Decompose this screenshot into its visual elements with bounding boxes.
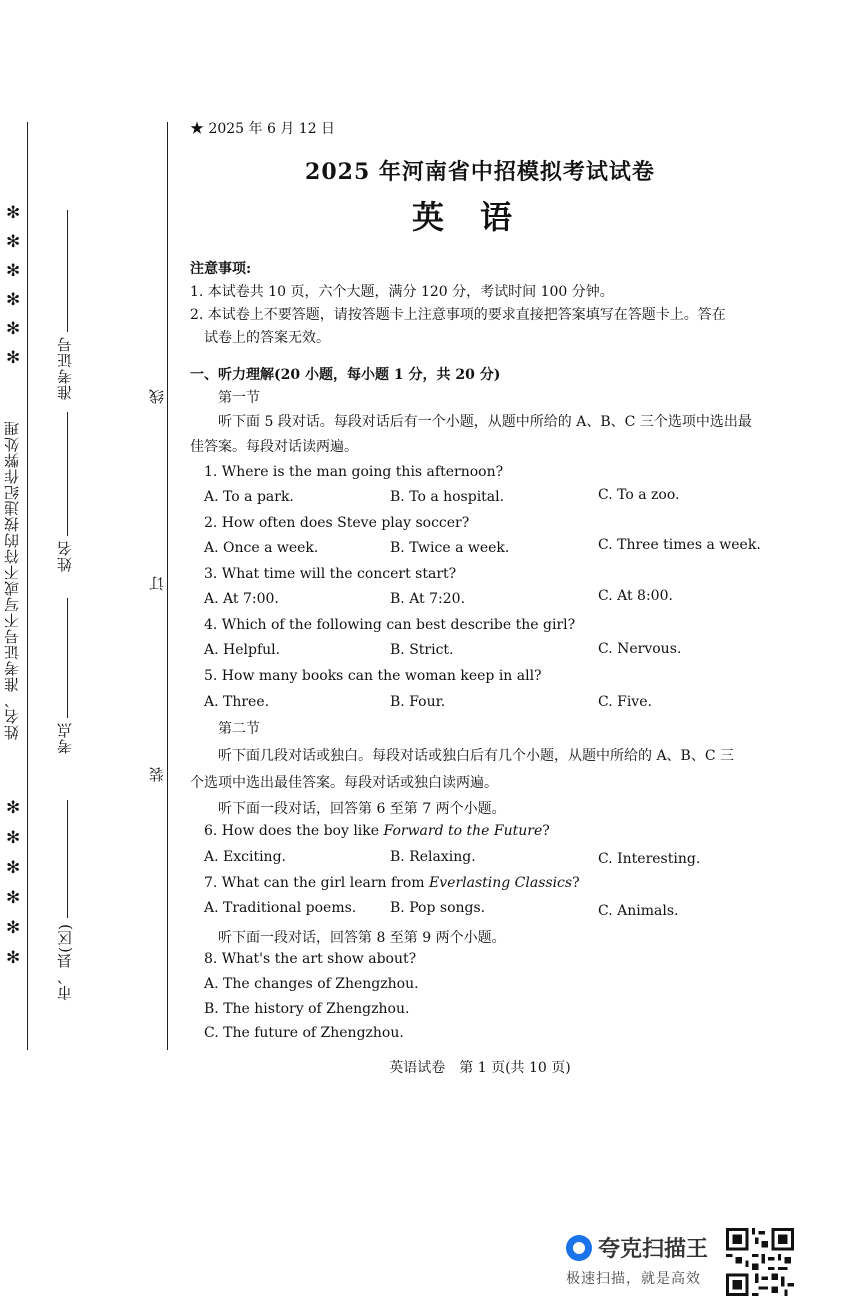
option-b: B. To a hospital. bbox=[390, 489, 505, 505]
field-name-label: 姓名 bbox=[56, 540, 74, 572]
part-instruction: 个选项中选出最佳答案。每段对话或独白读两遍。 bbox=[190, 775, 498, 791]
field-name-line bbox=[67, 412, 68, 536]
page-title: 2025 年河南省中招模拟考试试卷 bbox=[305, 159, 655, 185]
option-b: B. The history of Zhengzhou. bbox=[204, 1001, 410, 1017]
question: 5. How many books can the woman keep in all? bbox=[204, 668, 542, 684]
star-mark: ✻ bbox=[6, 858, 21, 878]
scanner-logo bbox=[566, 1232, 708, 1263]
option-a: A. The changes of Zhengzhou. bbox=[204, 976, 419, 992]
star-mark: ✻ bbox=[6, 888, 21, 908]
option-b: B. Twice a week. bbox=[390, 540, 510, 556]
notes-item: 试卷上的答案无效。 bbox=[204, 330, 330, 346]
part-instruction: 佳答案。每段对话读两遍。 bbox=[190, 439, 358, 455]
scanner-logo-icon bbox=[566, 1235, 592, 1261]
field-venue-line bbox=[67, 598, 68, 718]
field-city-label: 市、县(区) bbox=[56, 923, 74, 1001]
option-b: B. Strict. bbox=[390, 642, 454, 658]
question: 2. How often does Steve play soccer? bbox=[204, 515, 470, 531]
star-mark: ✻ bbox=[6, 828, 21, 848]
part-label: 第二节 bbox=[218, 721, 260, 737]
option-c: C. The future of Zhengzhou. bbox=[204, 1025, 404, 1041]
option-a: A. At 7:00. bbox=[204, 591, 279, 607]
section-heading: 一、听力理解(20 小题，每小题 1 分，共 20 分) bbox=[190, 367, 501, 383]
star-mark: ✻ bbox=[6, 948, 21, 968]
bind-mark-line: 线 bbox=[148, 388, 166, 404]
star-mark: ✻ bbox=[6, 918, 21, 938]
part-instruction: 听下面 5 段对话。每段对话后有一个小题，从题中所给的 A、B、C 三个选项中选出最 bbox=[218, 414, 752, 430]
option-a: A. Three. bbox=[204, 694, 270, 710]
part-label: 第一节 bbox=[218, 390, 260, 406]
scanner-brand: 夸克扫描王 bbox=[598, 1237, 709, 1262]
binding-line-right bbox=[167, 122, 168, 1050]
dialog-instruction: 听下面一段对话，回答第 8 至第 9 两个小题。 bbox=[218, 930, 506, 946]
question: 8. What's the art show about? bbox=[204, 951, 417, 967]
option-c: C. Three times a week. bbox=[598, 537, 761, 553]
option-c: C. Animals. bbox=[598, 903, 679, 919]
question-text: 6. How does the boy like bbox=[204, 823, 384, 839]
question-mark: ? bbox=[542, 823, 550, 839]
question: 3. What time will the concert start? bbox=[204, 566, 457, 582]
star-mark: ✻ bbox=[6, 319, 21, 339]
question: 1. Where is the man going this afternoon? bbox=[204, 464, 504, 480]
binding-line-left bbox=[27, 122, 28, 1050]
option-a: A. Helpful. bbox=[204, 642, 281, 658]
notes-item: 2. 本试卷上不要答题，请按答题卡上注意事项的要求直接把答案填写在答题卡上。答在 bbox=[190, 307, 726, 323]
star-mark: ✻ bbox=[6, 798, 21, 818]
field-exam-id-label: 准考证号 bbox=[56, 336, 74, 400]
option-b: B. Pop songs. bbox=[390, 900, 486, 916]
star-column-bottom bbox=[6, 800, 20, 967]
notes-item: 1. 本试卷共 10 页，六个大题，满分 120 分，考试时间 100 分钟。 bbox=[190, 284, 614, 300]
question: 4. Which of the following can best describe the girl? bbox=[204, 617, 576, 633]
bind-mark-ding: 订 bbox=[148, 575, 166, 591]
question bbox=[204, 875, 580, 891]
option-c: C. Nervous. bbox=[598, 641, 682, 657]
subject-title: 英语 bbox=[411, 198, 548, 236]
option-a: A. To a park. bbox=[204, 489, 294, 505]
exam-date: ★ 2025 年 6 月 12 日 bbox=[190, 121, 336, 137]
question bbox=[204, 823, 550, 839]
question-title: Everlasting Classics bbox=[429, 875, 573, 891]
option-a: A. Exciting. bbox=[204, 849, 286, 865]
question-text: 7. What can the girl learn from bbox=[204, 875, 430, 891]
option-a: A. Traditional poems. bbox=[204, 900, 357, 916]
field-exam-id-line bbox=[67, 210, 68, 332]
star-mark: ✻ bbox=[6, 232, 21, 252]
option-b: B. Relaxing. bbox=[390, 849, 476, 865]
option-c: C. Interesting. bbox=[598, 851, 701, 867]
notes-heading: 注意事项: bbox=[190, 261, 252, 277]
option-b: B. Four. bbox=[390, 694, 446, 710]
star-mark: ✻ bbox=[6, 203, 21, 223]
star-mark: ✻ bbox=[6, 290, 21, 310]
option-a: A. Once a week. bbox=[204, 540, 319, 556]
qr-code-icon bbox=[726, 1228, 794, 1296]
option-c: C. Five. bbox=[598, 694, 652, 710]
option-c: C. At 8:00. bbox=[598, 588, 673, 604]
bind-mark-zhuang: 装 bbox=[148, 766, 166, 782]
star-mark: ✻ bbox=[6, 261, 21, 281]
star-column-top bbox=[6, 205, 20, 367]
page-footer: 英语试卷 第 1 页(共 10 页) bbox=[389, 1060, 571, 1076]
side-notice: 姓名、准考证号不写或不符的按违纪作弊处理 bbox=[3, 420, 21, 740]
part-instruction: 听下面几段对话或独白。每段对话或独白后有几个小题，从题中所给的 A、B、C 三 bbox=[218, 748, 735, 764]
option-c: C. To a zoo. bbox=[598, 487, 680, 503]
field-city-line bbox=[67, 800, 68, 918]
field-venue-label: 考点 bbox=[56, 722, 74, 754]
scanner-slogan: 极速扫描，就是高效 bbox=[566, 1271, 701, 1287]
star-mark: ✻ bbox=[6, 348, 21, 368]
question-mark: ? bbox=[572, 875, 580, 891]
dialog-instruction: 听下面一段对话，回答第 6 至第 7 两个小题。 bbox=[218, 801, 506, 817]
option-b: B. At 7:20. bbox=[390, 591, 466, 607]
question-title: Forward to the Future bbox=[383, 823, 543, 839]
